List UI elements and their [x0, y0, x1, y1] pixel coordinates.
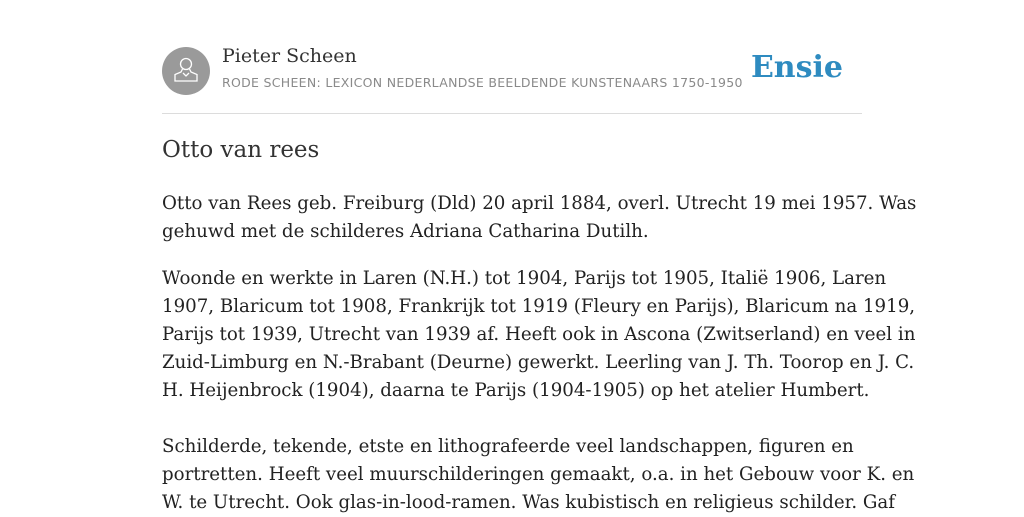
page-container: [162, 0, 917, 513]
text-line: 1907, Blaricum tot 1908, Frankrijk tot 1919 (Fleury en Parijs), Blaricum na 1919,: [162, 296, 916, 317]
text-line: W. te Utrecht. Ook glas-in-lood-ramen. Was kubistisch en religieus schilder. Gaf: [162, 492, 896, 513]
source-title[interactable]: RODE SCHEEN: LEXICON NEDERLANDSE BEELDENDE KUNSTENAARS 1750-1950: [222, 75, 743, 90]
article-body: [162, 190, 917, 517]
text-line: H. Heijenbrock (1904), daarna te Parijs (1904-1905) op het atelier Humbert.: [162, 380, 870, 401]
ensie-logo[interactable]: Ensie: [750, 50, 843, 85]
paragraph-3: [162, 433, 915, 517]
text-line: Otto van Rees geb. Freiburg (Dld) 20 april 1884, overl. Utrecht 19 mei 1957. Was: [162, 193, 917, 214]
user-icon: [173, 55, 199, 87]
page-title: Otto van rees: [162, 137, 320, 163]
avatar[interactable]: [162, 47, 210, 95]
text-line: Woonde en werkte in Laren (N.H.) tot 1904, Parijs tot 1905, Italië 1906, Laren: [162, 268, 887, 289]
paragraph-1: [162, 190, 917, 246]
text-line: gehuwd met de schilderes Adriana Catharina Dutilh.: [162, 221, 649, 242]
text-line: Parijs tot 1939, Utrecht van 1939 af. Heeft ook in Ascona (Zwitserland) en veel in: [162, 324, 916, 345]
text-line: portretten. Heeft veel muurschilderingen gemaakt, o.a. in het Gebouw voor K. en: [162, 464, 915, 485]
author-name[interactable]: Pieter Scheen: [222, 45, 357, 67]
paragraph-2: [162, 265, 916, 405]
text-line: Schilderde, tekende, etste en lithografeerde veel landschappen, figuren en: [162, 436, 854, 457]
header: [162, 0, 862, 114]
text-line: Zuid-Limburg en N.-Brabant (Deurne) gewerkt. Leerling van J. Th. Toorop en J. C.: [162, 352, 915, 373]
